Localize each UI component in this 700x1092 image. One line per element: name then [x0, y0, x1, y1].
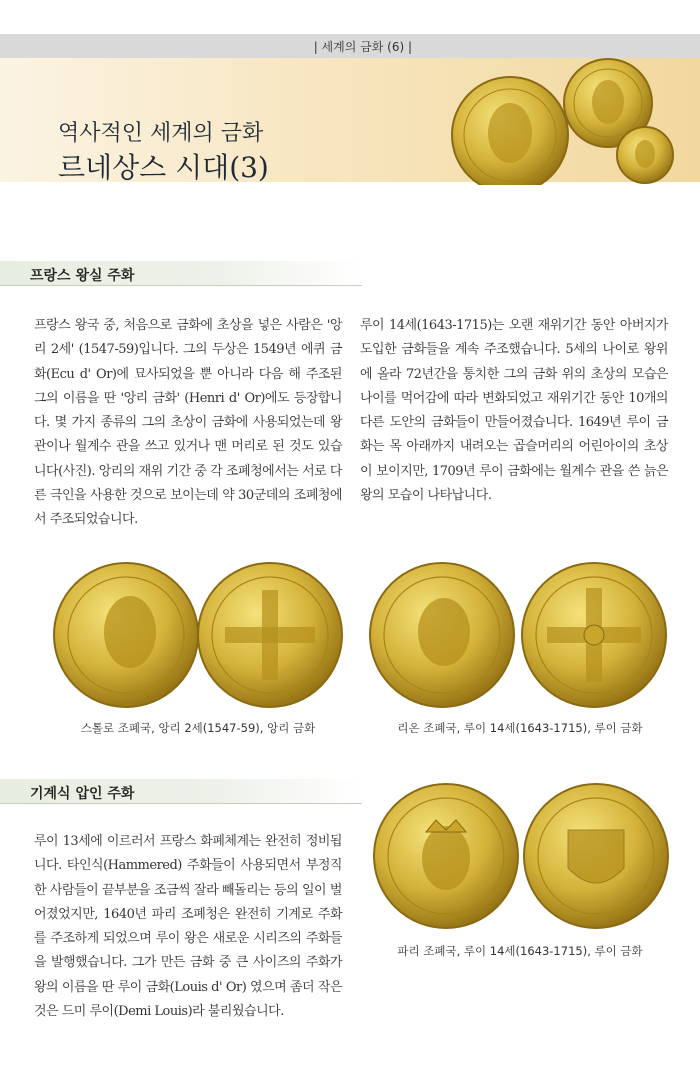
paragraph-machine-struck: 루이 13세에 이르러서 프랑스 화폐체계는 완전히 정비됩니다. 타인식(Hammered) 주화들이 사용되면서 부정직한 사람들이 끝부분을 조금씩 잘라 빼돌리는 등의 일이 벌어졌었지만, 1640년 파리 조폐청은 완전히 기계로 주화를 주조하게 되었으며 루이 왕은 새로운 시리즈의 주화들을 발행했습니다. 그가 만든 금화 중 큰 사이즈의 주화가 왕의 이름을 딴 루이 금화(Louis d' Or) 였으며 좀더 작은 것은 드미 루이(Demi Louis)라 불리웠습니다.: [34, 834, 342, 1020]
section-heading-text: 기계식 압인 주화: [30, 786, 135, 802]
page-subtitle: 르네상스 시대(3): [58, 151, 269, 184]
coin-photo-henri-ii: [38, 560, 358, 710]
series-label: | 세계의 금화 (6) |: [313, 40, 412, 54]
paragraph-right: 루이 14세(1643-1715)는 오랜 재위기간 동안 아버지가 도입한 금화들을 계속 주조했습니다. 5세의 나이로 왕위에 올라 72년간을 통치한 그의 금화 위의 초상의 모습은 나이를 먹어감에 따라 변화되었고 재위기간 동안 10개의 다른 도안의 금화들이 만들어졌습니다. 1649년 루이 금화는 목 아래까지 내려오는 곱슬머리의 어린아이의 초상이 보이지만, 1709년 루이 금화에는 월계수 관을 쓴 늙은 왕의 모습이 나타납니다.: [360, 318, 668, 504]
section-heading-text: 프랑스 왕실 주화: [30, 268, 135, 284]
hero-coins-image: [440, 55, 700, 185]
section-heading-french-royal-coins: [0, 261, 362, 286]
section-heading-machine-struck-coins: [0, 779, 362, 804]
figure-caption-louis-xiv-lyon: 리온 조폐국, 루이 14세(1643-1715), 루이 금화: [397, 721, 643, 735]
paragraph-left: 프랑스 왕국 중, 처음으로 금화에 초상을 넣은 사람은 '앙리 2세' (1547-59)입니다. 그의 두상은 1549년 에퀴 금화(Ecu d' Or)에 묘사되었을 뿐 아니라 다음 해 주조된 그의 이름을 딴 '앙리 금화' (Henri d' Or)에도 등장합니다. 몇 가지 종류의 그의 초상이 금화에 사용되었는데 왕관이나 월계수 관을 쓰고 있거나 맨 머리로 된 것도 있습니다(사진). 앙리의 재위 기간 중 각 조폐청에서는 서로 다른 극인을 사용한 것으로 보이는데 약 30군데의 조폐청에서 주조되었습니다.: [34, 318, 342, 528]
coin-photo-louis-xiv-lyon: [364, 560, 676, 710]
figure-caption-louis-xiv-paris: 파리 조폐국, 루이 14세(1643-1715), 루이 금화: [397, 944, 643, 958]
page-title: 역사적인 세계의 금화: [58, 121, 264, 146]
figure-caption-henri-ii: 스톨로 조폐국, 앙리 2세(1547-59), 앙리 금화: [80, 721, 316, 735]
coin-photo-louis-xiv-paris: [362, 780, 678, 930]
